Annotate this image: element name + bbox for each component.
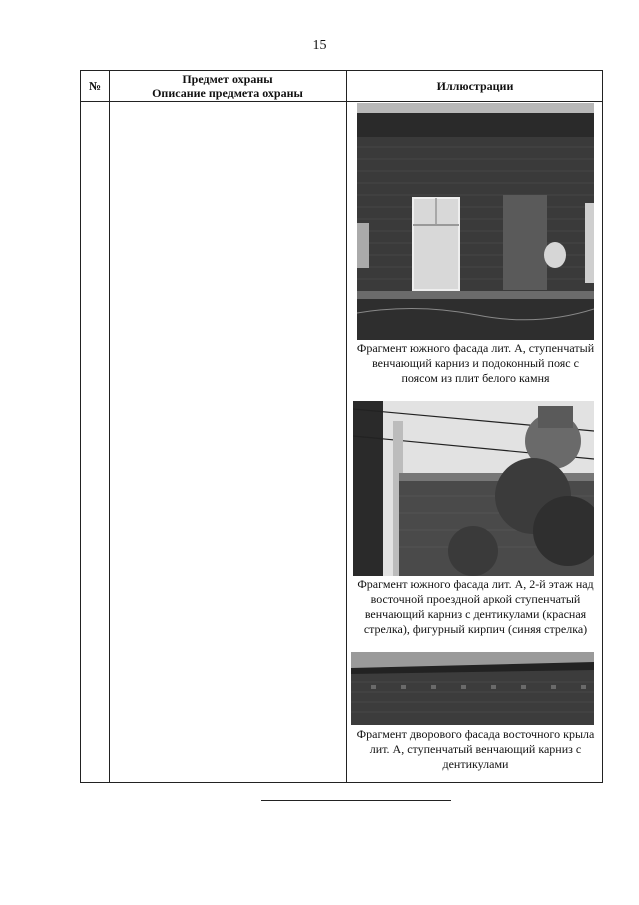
facade-window-photo bbox=[357, 103, 594, 340]
header-subject bbox=[109, 71, 346, 101]
facade-tree-photo bbox=[353, 401, 594, 576]
caption-courtyard-cornice: Фрагмент дворового фасада восточного крыла лит. А, ступенчатый венчающий карниз с дентикулами bbox=[356, 727, 595, 771]
header-number bbox=[81, 71, 109, 101]
column-divider-2 bbox=[346, 71, 347, 782]
page-number: 15 bbox=[312, 38, 327, 53]
protection-table bbox=[80, 70, 603, 783]
column-divider-1 bbox=[109, 71, 110, 782]
caption-facade-window: Фрагмент южного фасада лит. А, ступенчатый венчающий карниз и подоконный пояс с поясом из плит белого камня bbox=[356, 341, 595, 385]
caption-facade-tree: Фрагмент южного фасада лит. А, 2-й этаж над восточной проездной аркой ступенчатый венчающий карниз с дентикулами (красная стрелка), фигурный кирпич (синяя стрелка) bbox=[357, 577, 594, 636]
header-subject-subtitle: Описание предмета охраны bbox=[152, 86, 303, 100]
header-illustrations bbox=[346, 71, 604, 101]
footer-separator bbox=[261, 800, 451, 801]
header-number-label: № bbox=[88, 79, 102, 93]
header-illustrations-label: Иллюстрации bbox=[436, 79, 514, 93]
courtyard-cornice-photo bbox=[351, 652, 594, 725]
header-subject-title: Предмет охраны bbox=[182, 72, 273, 86]
header-divider bbox=[81, 101, 602, 102]
